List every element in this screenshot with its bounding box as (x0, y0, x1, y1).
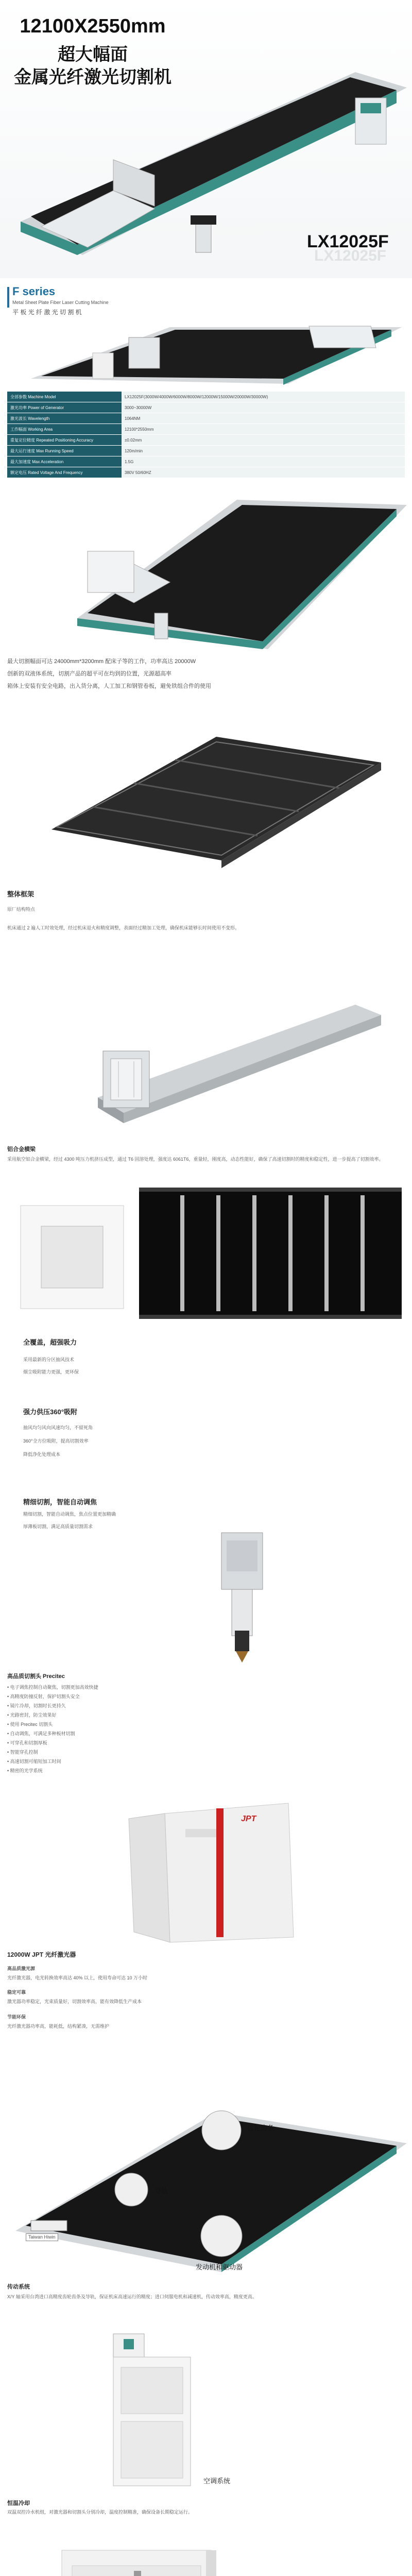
feature-1-line2: 烟尘吸附能力更强，更环保 (23, 1369, 79, 1375)
precitec-section (0, 1672, 412, 1785)
spec-key: 激光功率 Power of Generator (7, 402, 122, 413)
spec-row (7, 456, 405, 467)
spec-key: 最大运行速度 Max Running Speed (7, 446, 122, 456)
spec-row (7, 392, 405, 402)
spec-key: 额定电压 Rated Voltage And Frequency (7, 467, 122, 478)
precitec-item: • 高精度防撞反射，保护切割头安全 (7, 1694, 80, 1699)
intro-p2: 创新的双液体系统，切割产品的超平可在均到的位置，光源超高率 (7, 671, 171, 677)
spec-row (7, 467, 405, 478)
beam-section (0, 1145, 412, 1181)
beam-image (0, 958, 412, 1139)
machine-image-2 (0, 317, 412, 389)
model-shadow: LX12025F (314, 247, 387, 264)
intro-section (0, 655, 412, 697)
spec-value: 380V 50/60HZ (122, 467, 405, 478)
precitec-item: • 精密的光学系统 (7, 1768, 43, 1773)
spec-key: 工作幅面 Working Area (7, 424, 122, 435)
spec-row (7, 446, 405, 456)
laser-p3-head: 节能环保 (7, 2014, 26, 2020)
series-name: F series (12, 285, 56, 298)
hero-title-2: 超大幅面 (58, 45, 128, 64)
spec-row (7, 402, 405, 413)
feature-2-title: 强力供压360°吸附 (23, 1408, 77, 1416)
precitec-item: • 可穿孔和切割厚板 (7, 1740, 47, 1745)
control-cabinet-image (0, 2535, 412, 2576)
spec-key: 重复定位精度 Repeated Positioning Accuracy (7, 435, 122, 446)
feature-3-line1: 精细切割，智能自动调焦，焦点位置更加精确 (23, 1512, 116, 1517)
laser-p1-head: 高品质激光源 (7, 1966, 36, 1971)
spec-value: 12100*2550mm (122, 424, 405, 435)
feature-3-line2: 厚薄板切割，满足高质量切割需求 (23, 1524, 93, 1529)
drive-brand-tag: Taiwan Hiwin (26, 2233, 58, 2241)
exchange-table-image (0, 706, 412, 876)
feature-1-line1: 采用最新的分区抽风技术 (23, 1357, 75, 1362)
series-header (0, 281, 412, 317)
cooling-text: 双温双控冷水机组，对激光器和切割头分别冷却，温度控制精准，确保设备长期稳定运行。 (7, 2510, 193, 2515)
cutting-head-image (170, 1528, 324, 1672)
spec-key: 最大加速度 Max Acceleration (7, 456, 122, 467)
laser-title: 12000W JPT 光纤激光器 (7, 1951, 76, 1958)
laser-cabinet-image (0, 1793, 412, 1947)
table-topview-image (0, 1185, 412, 1321)
bed-text: 机床通过 2 遍人工时效处理，经过机床退火和精度调整，表面经过精加工处理，确保机床能够长时间使用不变形。 (7, 925, 240, 930)
spec-value: 120m/min (122, 446, 405, 456)
beam-text: 采用航空铝合金横梁，经过 4300 吨压力机挤压成型，通过 T6 固溶处理，强度达 6061T6，重量轻，刚度高，动态性能好，确保了高速切割时的精度和稳定性，进一步提高了切割效率。 (7, 1157, 384, 1162)
machine-image-3 (0, 484, 412, 654)
precitec-item: • 自动调焦，可满足多种板材切割 (7, 1731, 75, 1736)
spec-value: 3000~30000W (122, 402, 405, 413)
precitec-item: • 高速切割可缩短加工时间 (7, 1759, 61, 1764)
laser-p2: 激光器功率稳定，光束质量好，切割效率高，能有效降低生产成本 (7, 1999, 142, 2004)
spec-key: 激光波长 Wavelength (7, 413, 122, 424)
precitec-title: 高品质切割头 Precitec (7, 1673, 65, 1680)
series-subtitle-en: Metal Sheet Plate Fiber Laser Cutting Machine (12, 300, 109, 305)
chiller-image (0, 2324, 412, 2494)
intro-p3: 箱体上安装有安全电路，出入货分离，人工加工和钢管卷板，避免铁组合件的使用 (7, 683, 211, 689)
spec-row (7, 413, 405, 424)
spec-value: 1.5G (122, 456, 405, 467)
bed-section (0, 889, 412, 945)
drive-label-motor: 发动机和驱动器 (196, 2263, 243, 2271)
spec-table (7, 392, 405, 478)
model-name: LX12025F (307, 232, 389, 251)
laser-p3: 光纤激光器功率高，能耗低，结构紧凑，无需维护 (7, 2024, 110, 2029)
laser-brand-logo: JPT (241, 1815, 256, 1823)
feature-1-title: 全覆盖，超强吸力 (23, 1338, 77, 1346)
spec-value: 1064NM (122, 413, 405, 424)
hero-title-1: 12100X2550mm (20, 15, 166, 37)
feature-2-line1: 抽风均匀风向风速均匀，不留死角 (23, 1425, 93, 1430)
drive-section (0, 2282, 412, 2318)
bed-sub: 原厂结构特点 (7, 907, 36, 912)
beam-head: 铝合金横梁 (7, 1146, 36, 1153)
spec-row (7, 435, 405, 446)
hero-title-3: 金属光纤激光切割机 (14, 67, 171, 87)
intro-p1: 最大切割幅面可达 24000mm*3200mm 配床子等的工作，功率高达 20000W (7, 658, 196, 665)
drive-label-rail: 导轨 (154, 2187, 168, 2195)
precitec-item: • 光路密封，防尘效果好 (7, 1713, 57, 1718)
cooling-section (0, 2499, 412, 2530)
precitec-item: • 智能穿孔控制 (7, 1750, 38, 1755)
precitec-item: • 电子调焦控制自动聚焦，切割更加高效快捷 (7, 1685, 98, 1690)
laser-section (0, 1950, 412, 2063)
spec-key: 全部参数 Machine Model (7, 392, 122, 402)
hero-section (0, 0, 412, 278)
spec-row (7, 424, 405, 435)
drive-label-rack: 齿轮齿条 (247, 2124, 274, 2132)
bed-head: 整体框架 (7, 890, 35, 898)
features-section (0, 1332, 412, 1672)
cooling-head: 恒温冷却 (7, 2500, 30, 2506)
spec-value: ±0.02mm (122, 435, 405, 446)
drive-text: X/Y 轴采用台湾进口高精度齿轮齿条及导轨，保证机床高速运行的精度；进口伺服电机和减速机，传动效率高，精度更高。 (7, 2294, 257, 2299)
feature-2-line3: 降低净化处理成本 (23, 1452, 61, 1457)
precitec-item: • 镜片冷却，切割时长更持久 (7, 1703, 66, 1708)
feature-3-title: 精细切割，智能自动调焦 (23, 1498, 97, 1506)
drive-head: 传动系统 (7, 2284, 30, 2290)
series-accent-bar (7, 287, 9, 308)
spec-section (0, 392, 412, 479)
feature-2-line2: 360°全方位吸附，提高切割效率 (23, 1438, 89, 1444)
laser-p1: 光纤激光器，电光转换效率高达 40% 以上，使用寿命可达 10 万小时 (7, 1975, 148, 1980)
precitec-item: • 使用 Precitec 切割头 (7, 1722, 53, 1727)
cooling-label: 空调系统 (203, 2477, 231, 2485)
spec-value: LX12025F(3000W/4000W/6000W/8000W/12000W/15000W/20000W/30000W) (122, 392, 405, 402)
series-subtitle-cn: 平 板 光 纤 激 光 切 割 机 (12, 309, 82, 316)
drive-system-image (0, 2066, 412, 2282)
laser-p2-head: 稳定可靠 (7, 1990, 26, 1995)
